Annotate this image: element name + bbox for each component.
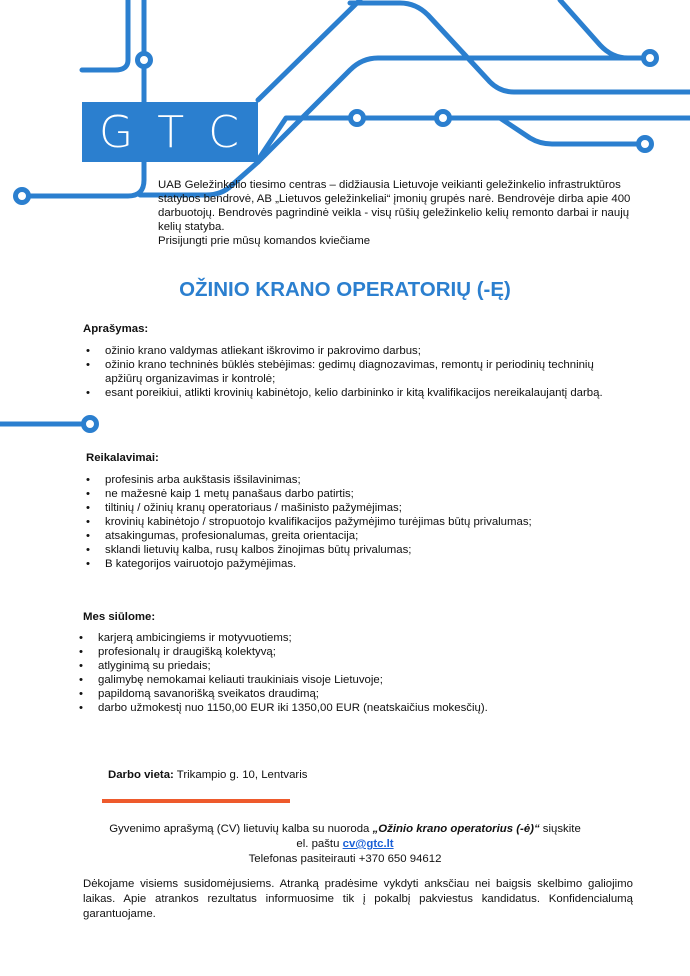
logo-letter: G — [99, 106, 136, 158]
apply-text: el. paštu — [296, 838, 343, 850]
list-item: • atsakingumas, profesionalumas, greita orientacija; — [83, 529, 623, 543]
apply-text: siųskite — [539, 823, 581, 835]
apply-line-2 — [0, 837, 690, 852]
list-item: • krovinių kabinėtojo / stropuotojo kvalifikacijos pažymėjimo turėjimas būtų privalumas; — [83, 515, 623, 529]
logo-letter: T — [157, 106, 187, 158]
station-marker — [16, 190, 29, 203]
phone-line: Telefonas pasiteirauti +370 650 94612 — [248, 853, 442, 865]
list-item: • tiltinių / ožinių kranų operatoriaus / mašinisto pažymėjimas; — [83, 501, 623, 515]
offer-heading: Mes siūlome: — [83, 611, 156, 623]
closing-paragraph: Dėkojame visiems susidomėjusiems. Atranką pradėsime vykdyti anksčiau nei baigsis skelbimo galiojimo laikas. Apie atrankos rezultatus informuosime tik į pokalbį pakviestus kandidatus. Konfidencialumą garantuojame. — [83, 878, 633, 920]
apply-line-1 — [0, 822, 690, 837]
list-item: • ožinio krano techninės būklės stebėjimas: gedimų diagnozavimas, remontų ir periodinių techninių apžiūrų organizavimas ir kontrolė; — [83, 358, 623, 386]
email-link[interactable]: cv@gtc.lt — [342, 838, 394, 850]
logo-letter: C — [208, 106, 241, 158]
job-title: OŽINIO KRANO OPERATORIŲ (-Ę) — [179, 278, 511, 301]
requirements-heading: Reikalavimai: — [86, 452, 159, 464]
list-item: • B kategorijos vairuotojo pažymėjimas. — [83, 557, 623, 571]
list-item: • atlyginimą su priedais; — [76, 659, 636, 673]
divider-line — [102, 799, 290, 803]
work-location-label: Darbo vieta: — [108, 769, 174, 781]
description-list — [83, 344, 623, 400]
list-item: • ožinio krano valdymas atliekant iškrovimo ir pakrovimo darbus; — [83, 344, 623, 358]
gtc-logo — [82, 102, 258, 162]
work-location — [108, 769, 307, 781]
station-marker — [351, 112, 364, 125]
intro-paragraph: UAB Geležinkelio tiesimo centras – didžiausia Lietuvoje veikianti geležinkelio infrastruktūros statybos bendrovė, AB „Lietuvos geležinkeliai“ įmonių grupės narė. Bendrovėje dirba apie 400 darbuotojų. Bendrovės pagrindinė veikla - visų rūšių geležinkelio kelių remonto darbai ir naujų kelių statyba. — [158, 179, 631, 233]
list-item: • ne mažesnė kaip 1 metų panašaus darbo patirtis; — [83, 487, 623, 501]
offer-list — [76, 631, 636, 715]
list-item: • profesinis arba aukštasis išsilavinimas; — [83, 473, 623, 487]
list-item: • esant poreikiui, atlikti krovinių kabinėtojo, kelio darbininko ir kitą kvalifikacijos nereikalaujantį darbą. — [83, 386, 623, 400]
apply-text: Gyvenimo aprašymą (CV) lietuvių kalba su nuoroda — [109, 823, 373, 835]
station-marker — [138, 54, 151, 67]
requirements-list — [83, 473, 623, 571]
station-marker — [437, 112, 450, 125]
station-marker — [639, 138, 652, 151]
work-location-value: Trikampio g. 10, Lentvaris — [173, 769, 308, 781]
company-intro — [158, 178, 638, 248]
list-item: • sklandi lietuvių kalba, rusų kalbos žinojimas būtų privalumas; — [83, 543, 623, 557]
list-item: • karjerą ambicingiems ir motyvuotiems; — [76, 631, 636, 645]
list-item: • papildomą savanorišką sveikatos draudimą; — [76, 687, 636, 701]
list-item: • darbo užmokestį nuo 1150,00 EUR iki 1350,00 EUR (neatskaičius mokesčių). — [76, 701, 636, 715]
position-reference: „Ožinio krano operatorius (-ė)“ — [372, 823, 540, 835]
application-info — [0, 822, 690, 867]
station-marker — [644, 52, 657, 65]
intro-invite: Prisijungti prie mūsų komandos kviečiame — [158, 235, 371, 247]
description-heading: Aprašymas: — [83, 323, 149, 335]
list-item: • profesionalų ir draugišką kolektyvą; — [76, 645, 636, 659]
station-marker — [84, 418, 97, 431]
list-item: • galimybę nemokamai keliauti traukiniais visoje Lietuvoje; — [76, 673, 636, 687]
